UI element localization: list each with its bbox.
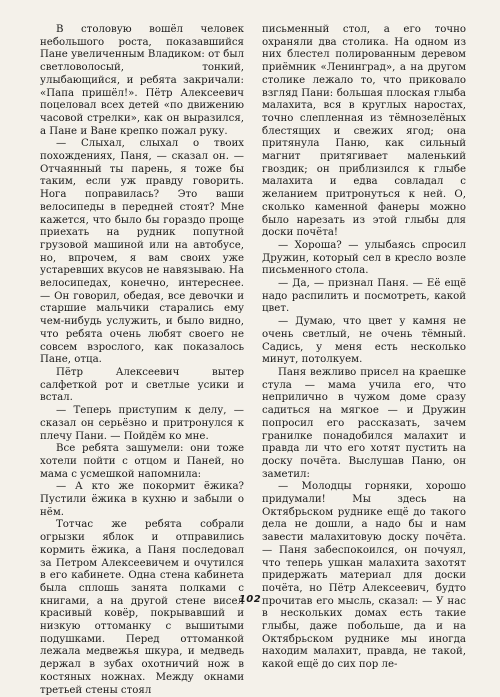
- paragraph: Пётр Алексеевич вытер салфеткой рот и светлые усики и встал.: [40, 366, 244, 404]
- paragraph: Тотчас же ребята собрали огрызки яблок и отправились кормить ёжика, а Паня последовал за Петром Алексеевичем и очутился в его кабинете. Одна стена кабинета была сплошь занята полками с книгами, а на другой стене висел красивый ковёр, покрывавший и низкую оттоманку с вышитыми подушками. Перед оттоманкой лежала медвежья шкура, и медведь держал в зубах охотничий нож в костяных ножнах. Между окнами третьей стены стоял: [40, 519, 244, 696]
- paragraph-continued: письменный стол, а его точно охраняли два столика. На одном из них блестел полированным деревом приёмник «Ленинград», а на другом столике лежало то, что приковало взгляд Пани: большая плоская глыба малахита, вся в круглых наростах, точно слепленная из тёмнозелёных блестящих и свежих ягод; она притянула Паню, как сильный магнит притягивает маленький гвоздик; он приблизился к глыбе малахита и едва совладал с желанием притронуться к ней. О, сколько каменной фанеры можно было нарезать из этой глыбы для доски почёта!: [262, 24, 466, 239]
- paragraph: — Думаю, что цвет у камня не очень светлый, не очень тёмный. Садись, у меня есть несколько минут, потолкуем.: [262, 316, 466, 366]
- paragraph: Все ребята зашумели: они тоже хотели пойти с отцом и Паней, но мама с усмешкой напомнила:: [40, 443, 244, 480]
- paragraph: — Да, — признал Паня. — Её ещё надо распилить и посмотреть, какой цвет.: [262, 278, 466, 315]
- paragraph: — Молодцы горняки, хорошо придумали! Мы здесь на Октябрьском руднике ещё до такого дела не дошли, а надо бы и нам завести малахитовую доску почёта. — Паня забеспокоился, он почуял, что теперь ушкан малахита захотят придержать материал для доски почёта, но Пётр Алексеевич, будто прочитав его мысль, сказал: — У нас в нескольких домах есть такие глыбы, даже побольше, да и на Октябрьском руднике мы иногда находим малахит, правда, не такой, какой ещё до сих пор ле-: [262, 481, 466, 671]
- right-text-column: [262, 24, 466, 672]
- page-number: 102: [238, 594, 262, 605]
- paragraph: — Теперь приступим к делу, — сказал он серьёзно и притронулся к плечу Пани. — Пойдём ко мне.: [40, 405, 244, 442]
- paragraph: — Хороша? — улыбаясь спросил Дружин, который сел в кресло возле письменного стола.: [262, 239, 466, 277]
- paragraph: В столовую вошёл человек небольшого роста, показавшийся Пане увеличенным Владиком: от был светловолосый, тонкий, улыбающийся, и ребята закричали: «Папа пришёл!». Пётр Алексеевич поцеловал всех детей «по движению часовой стрелки», как он выразился, а Пане и Ване крепко пожал руку.: [40, 24, 244, 137]
- paragraph: — А кто же покормит ёжика? Пустили ёжика в кухню и забыли о нём.: [40, 481, 244, 518]
- paragraph: Паня вежливо присел на краешке стула — мама учила его, что неприлично в чужом доме сразу садиться на мягкое — и Дружин попросил его рассказать, зачем гранилке понадобился малахит и правда ли что его хотят пустить на доску почёта. Выслушав Паню, он заметил:: [262, 366, 466, 480]
- paragraph: — Слыхал, слыхал о твоих похождениях, Паня, — сказал он. — Отчаянный ты парень, я тоже бы таким, если уж правду говорить. Нога поправилась? Это ваши велосипеды в передней стоят? Мне кажется, что было бы гораздо проще приехать на рудник попутной грузовой машиной или на автобусе, но, впрочем, я вам своих уже устаревших вкусов не навязываю. На велосипедах, конечно, интереснее. — Он говорил, обедая, все девочки и старшие мальчики старались ему чем-нибудь услужить, и было видно, что ребята очень любят своего не совсем взрослого, как показалось Пане, отца.: [40, 138, 244, 366]
